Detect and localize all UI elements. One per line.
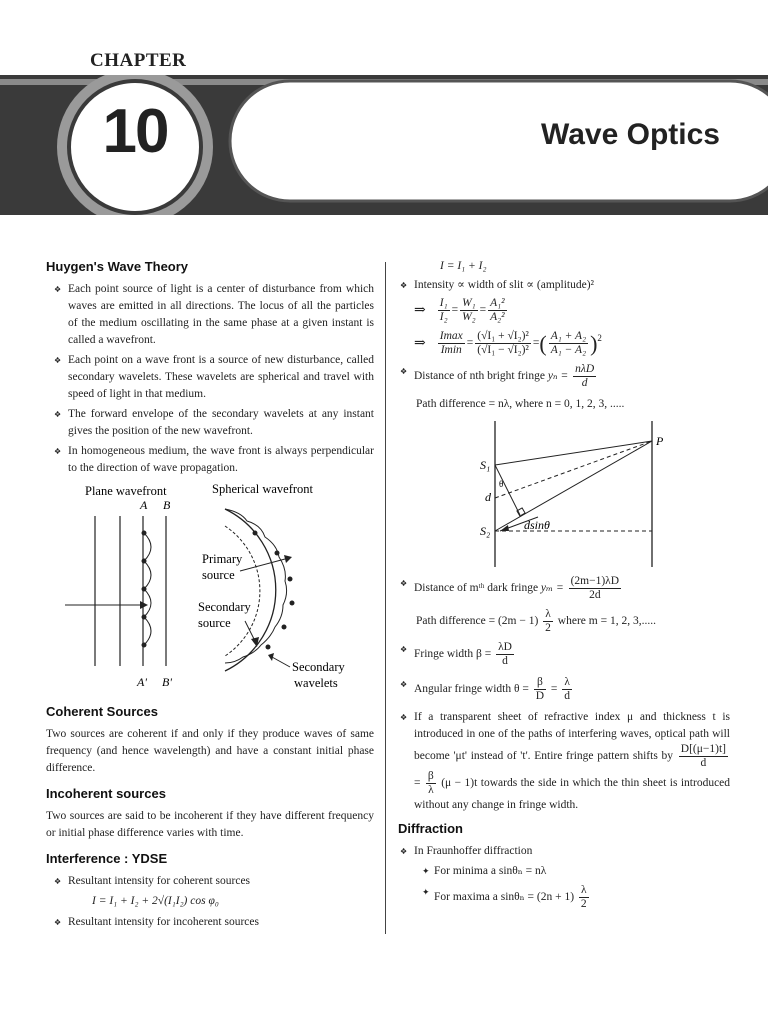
path-diff-dark-pre: Path difference = (2m − 1) (416, 615, 539, 628)
sheet-mid: (μ − 1)t (441, 777, 478, 790)
max-min-equation: ⇒ $\frac{Imax}{Imin}$ = $\frac{\text{(√I₁ + √I₂)²}}{\text{(√I₁ − √I₂)²}}$ = ( $\frac{\text{A₁ + A₂}}{\text{A₁ − A₂}}$ ) $^2$ (414, 330, 602, 356)
imax-expr: (√I₁ + √I₂)² (477, 330, 529, 342)
list-item (386, 575, 730, 602)
slit-s2: S₂ (480, 524, 491, 538)
path-difference-dark (400, 608, 730, 635)
sheet-by: by (661, 750, 674, 763)
imin-expr: (√I₁ − √I₂)² (477, 344, 529, 356)
diffraction-heading: Diffraction (398, 821, 463, 836)
incoherent-text: Two sources are said to be incoherent if they have different frequency or initial phase difference varies with time. (46, 810, 374, 839)
ratio-w-num: W₁ (462, 297, 476, 309)
path-dsin: dsinθ (524, 518, 550, 532)
ratio-a-den: A₂² (490, 311, 505, 323)
incoherent-heading: Incoherent sources (46, 786, 166, 801)
sheet-num2: β (427, 770, 434, 782)
fringe-width-label: Fringe width β = (414, 648, 492, 661)
right-column (400, 258, 730, 915)
path-diff-dark-num: λ (543, 608, 553, 622)
plane-wavefront-label: Plane wavefront (85, 484, 167, 498)
secondary-wavelets-label-1: Secondary (292, 660, 345, 674)
primary-label: Primary (202, 552, 243, 566)
interference-list (40, 873, 374, 890)
secondary-label: Secondary (198, 600, 251, 614)
chapter-title: Wave Optics (541, 118, 720, 151)
interference-heading: Interference : YDSE (46, 851, 168, 866)
implies-icon: ⇒ (414, 303, 426, 318)
label-a-prime: A' (137, 675, 147, 689)
primary-source-label: source (202, 568, 235, 582)
path-diff-dark-den: 2 (545, 622, 551, 634)
amp-sum: A₁ + A₂ (550, 330, 587, 342)
list-item (386, 641, 730, 668)
path-diff-dark-post: where m = 1, 2, 3,..... (557, 615, 656, 628)
list-item: ❖ Each point source of light is a center of disturbance from which waves are emitted in all directions. The locus of all the particles of the medium oscillating in the same phase at a given instant is called a wavefront. (40, 281, 374, 349)
huygens-heading: Huygen's Wave Theory (46, 259, 189, 274)
path-difference-bright: Path difference = nλ, where n = 0, 1, 2, 3, ..... (416, 398, 625, 410)
angular-width-label: Angular fringe width θ = (414, 683, 529, 696)
maxima-pre: For maxima a sinθₙ = (2n + 1) (434, 891, 575, 904)
chapter-number: 10 (102, 97, 168, 166)
amp-exponent: 2 (597, 333, 602, 343)
angle-theta: θ (499, 479, 504, 489)
bright-fringe-lhs: yₙ = (547, 370, 569, 383)
list-item: ❖ In Fraunhoffer diffraction (386, 843, 730, 860)
label-a: A (140, 498, 148, 512)
coherent-intensity-equation: I = I₁ + I₂ + 2√(I₁I₂) cos φ₀ (92, 895, 219, 907)
dark-fringe-label: Distance of mᵗʰ dark fringe (414, 582, 539, 595)
ratio-a-num: A₁² (490, 297, 505, 309)
bright-fringe-list (386, 363, 730, 390)
list-item: ❖ Resultant intensity for incoherent sources (40, 914, 374, 931)
list-item: ❖ Intensity ∝ width of slit ∝ (amplitude)² (386, 277, 730, 294)
dark-fringe-list (386, 575, 730, 602)
ratio-i-num: I₁ (439, 297, 448, 309)
maxima-num: λ (579, 884, 589, 898)
imin-label: Imin (440, 344, 462, 356)
spherical-wavefront-label: Spherical wavefront (212, 482, 314, 496)
sheet-den2: λ (428, 784, 434, 796)
huygens-list (40, 281, 374, 477)
angular-num1: β (534, 676, 546, 690)
bright-fringe-label: Distance of nth bright fringe (414, 370, 545, 383)
imax-label: Imax (439, 330, 463, 342)
label-b-prime: B' (162, 675, 172, 689)
angular-den1: D (535, 690, 545, 702)
point-p: P (656, 434, 664, 448)
list-item: ❖ If a transparent sheet of refractive index μ and thickness t is introduced in one of the paths of interfering waves, optical path will become 'μt' instead of 't'. Entire fringe pattern shifts by $\frac{D[(\mu-1)t]}{d}$ = $\frac{\beta}{\lambda}$ (μ − 1)t towards the side in which the thin sheet is introduced without any change in fringe width. (386, 709, 730, 814)
interference-list-2 (40, 914, 374, 931)
diffraction-sublist (400, 863, 730, 911)
diffraction-list (386, 843, 730, 860)
sheet-den1: d (700, 757, 707, 769)
chapter-label: CHAPTER (90, 50, 187, 71)
secondary-source-label: source (198, 616, 231, 630)
secondary-wavelets-label-2: wavelets (294, 676, 338, 690)
dark-num: (2m−1)λD (570, 575, 620, 587)
list-item: ✦ For minima a sinθₙ = nλ (400, 863, 730, 880)
sheet-text: If a transparent sheet of refractive index μ and thickness t is introduced in one of the paths of interfering waves, optical path will become 'μt' instead of 't'. Entire fringe pattern shifts (414, 711, 730, 763)
intensity-ratio-equation: ⇒ $\frac{\text{I₁}}{\text{I₂}}$ = $\frac{\text{W₁}}{\text{W₂}}$ = $\frac{\text{A₁²}}{\text{A₂²}}$ (414, 297, 505, 323)
fringe-width-num: λD (498, 641, 512, 653)
amp-diff: A₁ − A₂ (550, 344, 587, 356)
dark-den: 2d (589, 589, 601, 601)
list-item: ❖ Each point on a wave front is a source of new disturbance, called secondary wavelets. These wavelets are spherical and travel with speed of light in that medium. (40, 352, 374, 403)
list-item (386, 363, 730, 390)
intensity-list (386, 277, 730, 294)
slit-s1: S₁ (480, 458, 491, 472)
angular-num2: λ (562, 676, 572, 690)
incoherent-intensity-equation: I = I₁ + I₂ (440, 260, 487, 272)
implies-icon: ⇒ (414, 336, 426, 351)
angular-den2: d (564, 690, 571, 702)
ratio-w-den: W₂ (462, 311, 476, 323)
sheet-tail: towards the side in which the thin sheet is introduced without any change in fringe width. (414, 777, 731, 811)
fringe-width-den: d (502, 655, 508, 667)
list-item: ❖ Angular fringe width θ = $\frac{\beta}{D}$ = $\frac{\lambda}{d}$ (386, 676, 730, 703)
list-item: ❖ In homogeneous medium, the wave front is always perpendicular to the direction of wave propagation. (40, 443, 374, 477)
maxima-den: 2 (580, 898, 587, 910)
dark-fringe-lhs: yₘ = (540, 582, 564, 595)
fringe-width-list (386, 641, 730, 814)
ydse-figure (400, 419, 730, 569)
left-column (40, 258, 374, 934)
list-item (400, 884, 730, 911)
coherent-heading: Coherent Sources (46, 704, 158, 719)
slit-separation-d: d (485, 490, 491, 504)
sheet-num1: D[(μ−1)t] (680, 743, 727, 755)
list-item: ❖ Resultant intensity for coherent sources (40, 873, 374, 890)
list-item: ❖ The forward envelope of the secondary wavelets at any instant gives the position of the new wavefront. (40, 406, 374, 440)
wavefront-figure (40, 481, 374, 701)
bright-num: nλD (575, 363, 595, 375)
bright-den: d (581, 377, 588, 389)
ratio-i-den: I₂ (439, 311, 448, 323)
coherent-text: Two sources are coherent if and only if they produce waves of same frequency (and hence wavelength) and have a constant initial phase difference. (46, 728, 374, 774)
label-b: B (163, 498, 171, 512)
